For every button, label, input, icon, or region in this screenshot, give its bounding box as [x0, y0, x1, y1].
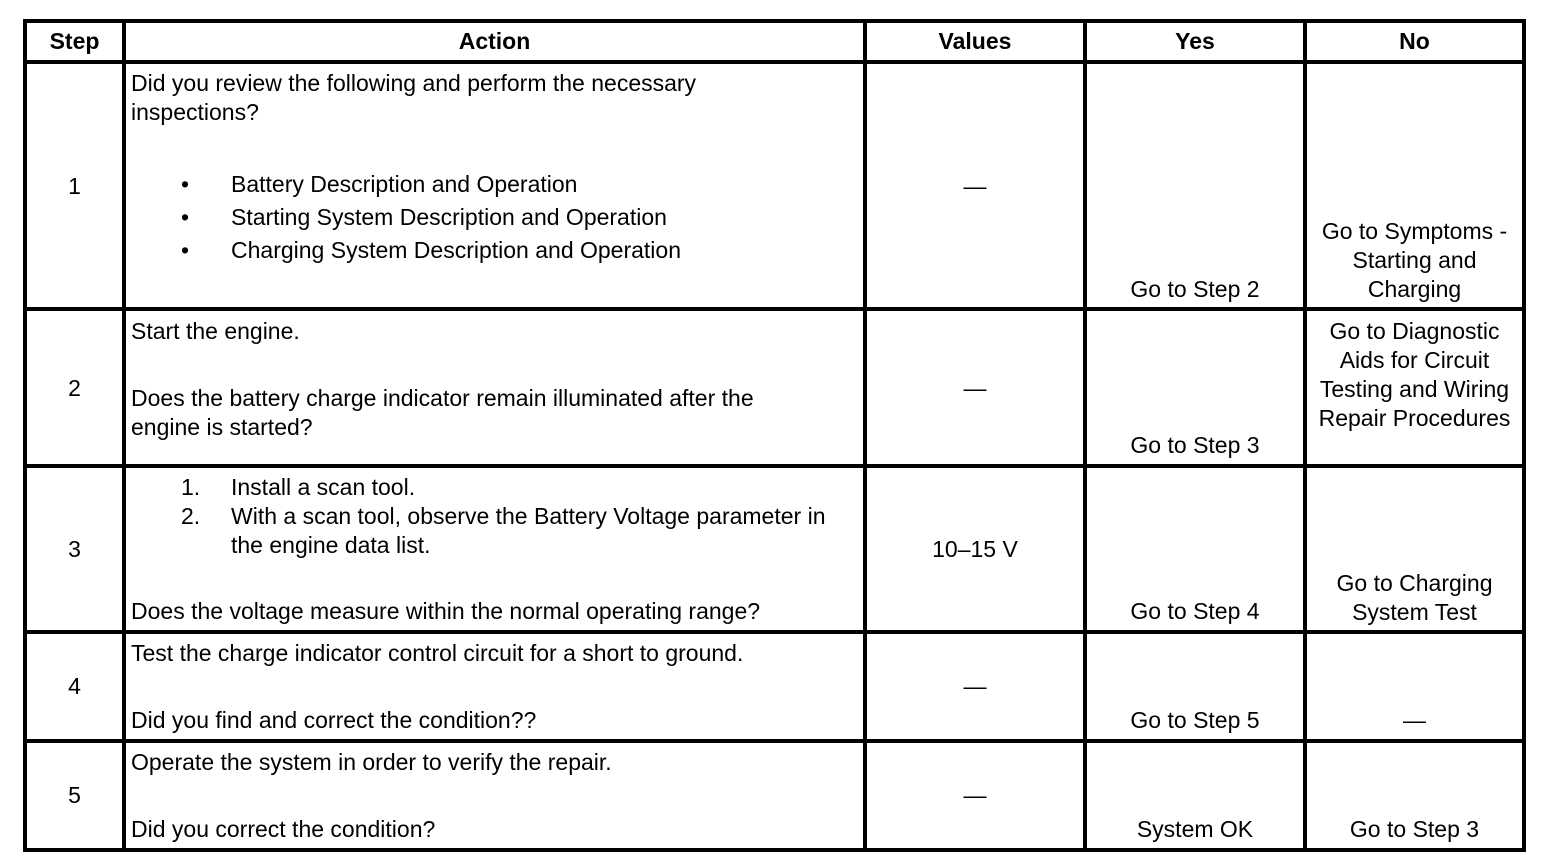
yes-cell: Go to Step 3	[1130, 432, 1260, 458]
step-number: 5	[68, 782, 81, 808]
action-question: Did you correct the condition?	[131, 816, 436, 842]
column-divider	[122, 19, 126, 852]
action-instruction: Test the charge indicator control circuit for a short to ground.	[131, 640, 744, 666]
yes-cell: Go to Step 5	[1130, 707, 1260, 733]
step-number: 2	[68, 375, 81, 401]
list-number: 1.	[181, 474, 201, 500]
table-border-left	[23, 19, 27, 852]
yes-cell: Go to Step 4	[1130, 598, 1260, 624]
values-cell: 10–15 V	[932, 536, 1018, 562]
no-cell: Go to Symptoms - Starting and Charging	[1321, 218, 1508, 302]
list-item: 1. Install a scan tool.	[181, 474, 416, 500]
row-divider	[23, 464, 1526, 468]
yes-cell: Go to Step 2	[1130, 276, 1260, 302]
action-instruction: Operate the system in order to verify the repair.	[131, 749, 612, 775]
step-number: 4	[68, 673, 81, 699]
yes-cell: System OK	[1136, 816, 1254, 842]
values-cell: —	[963, 375, 987, 401]
values-cell: —	[963, 782, 987, 808]
step-number: 1	[68, 173, 81, 199]
row-divider	[23, 307, 1526, 311]
header-yes: Yes	[1175, 28, 1215, 54]
inspection-list	[131, 168, 861, 267]
values-cell: —	[963, 673, 987, 699]
list-item: • Battery Description and Operation	[131, 168, 861, 201]
list-item: • Starting System Description and Operation	[131, 201, 861, 234]
header-action: Action	[458, 28, 531, 54]
list-number: 2.	[181, 503, 201, 529]
action-question: Did you review the following and perform the necessary inspections?	[131, 70, 697, 125]
no-cell: Go to Diagnostic Aids for Circuit Testing and Wiring Repair Procedures	[1318, 318, 1511, 431]
list-item: 2. With a scan tool, observe the Battery Voltage parameter in the engine data list.	[181, 503, 826, 558]
procedure-list	[131, 473, 861, 560]
action-question: Does the battery charge indicator remain illuminated after the engine is started?	[131, 385, 754, 440]
row-divider	[23, 630, 1526, 634]
bullet-icon: •	[181, 204, 190, 230]
bullet-icon: •	[181, 171, 190, 197]
list-item: • Charging System Description and Operation	[131, 234, 861, 267]
no-cell: Go to Charging System Test	[1336, 570, 1493, 625]
no-cell: Go to Step 3	[1349, 816, 1480, 842]
action-question: Did you find and correct the condition??	[131, 707, 537, 733]
column-divider	[863, 19, 867, 852]
header-step: Step	[49, 28, 100, 54]
bullet-icon: •	[181, 237, 190, 263]
values-cell: —	[963, 173, 987, 199]
header-divider	[23, 60, 1526, 64]
no-cell: —	[1403, 707, 1426, 733]
table-border-top	[23, 19, 1526, 23]
header-no: No	[1399, 28, 1430, 54]
action-question: Does the voltage measure within the normal operating range?	[131, 598, 761, 624]
step-number: 3	[68, 536, 81, 562]
action-instruction: Start the engine.	[131, 318, 300, 344]
table-border-right	[1522, 19, 1526, 852]
row-divider	[23, 739, 1526, 743]
table-border-bottom	[23, 848, 1526, 852]
header-values: Values	[938, 28, 1012, 54]
